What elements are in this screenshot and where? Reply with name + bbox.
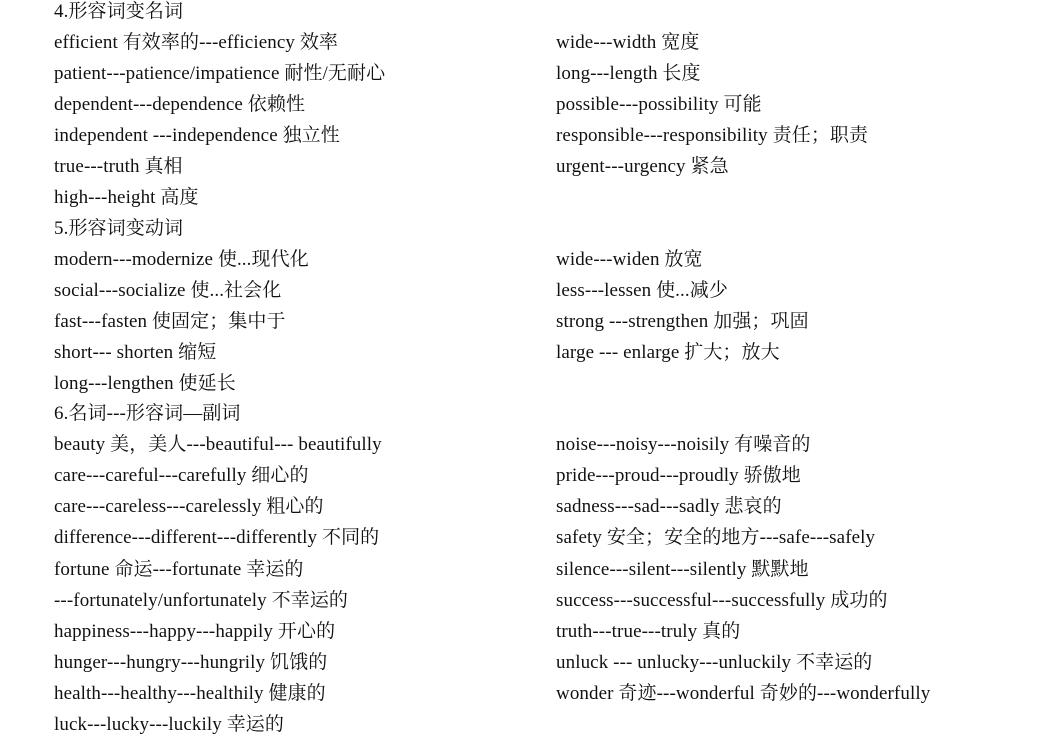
section-5-right-entry: strong ---strengthen 加强；巩固 [556,311,809,332]
section-6-left-entry: fortune 命运---fortunate 幸运的 [54,559,304,580]
section-6-right-entry: unluck --- unlucky---unluckily 不幸运的 [556,652,873,673]
section-6-left-entry: difference---different---differently 不同的 [54,527,380,548]
section-4-right-entry: urgent---urgency 紧急 [556,156,729,177]
section-6-right-entry: pride---proud---proudly 骄傲地 [556,465,801,486]
section-5-left-entry: fast---fasten 使固定；集中于 [54,311,286,332]
section-5-heading: 5.形容词变动词 [54,218,184,239]
section-6-left-entry: care---careful---carefully 细心的 [54,465,309,486]
section-6-left-entry: happiness---happy---happily 开心的 [54,621,336,642]
section-4-heading: 4.形容词变名词 [54,1,184,22]
section-6-left-entry: beauty 美，美人---beautiful--- beautifully [54,434,382,455]
section-5-left-entry: social---socialize 使...社会化 [54,280,282,301]
section-5-left-entry: long---lengthen 使延长 [54,373,236,394]
section-4-left-entry: dependent---dependence 依赖性 [54,94,306,115]
section-6-right-entry: success---successful---successfully 成功的 [556,590,888,611]
section-6-heading: 6.名词---形容词—副词 [54,403,241,424]
section-4-left-entry: true---truth 真相 [54,156,183,177]
section-5-left-entry: short--- shorten 缩短 [54,342,217,363]
section-4-left-entry: patient---patience/impatience 耐性/无耐心 [54,63,386,84]
section-6-left-entry: care---careless---carelessly 粗心的 [54,496,324,517]
section-4-right-entry: wide---width 宽度 [556,32,700,53]
section-4-right-entry: long---length 长度 [556,63,701,84]
section-5-right-entry: wide---widen 放宽 [556,249,703,270]
section-5-right-entry: large --- enlarge 扩大；放大 [556,342,780,363]
section-4-left-entry: independent ---independence 独立性 [54,125,340,146]
section-6-right-entry: silence---silent---silently 默默地 [556,559,809,580]
section-6-right-entry: safety 安全；安全的地方---safe---safely [556,527,876,548]
section-6-left-entry: hunger---hungry---hungrily 饥饿的 [54,652,328,673]
section-4-left-entry: high---height 高度 [54,187,199,208]
section-6-right-entry: truth---true---truly 真的 [556,621,741,642]
section-6-right-entry: noise---noisy---noisily 有噪音的 [556,434,811,455]
section-4-left-entry: efficient 有效率的---efficiency 效率 [54,32,339,53]
section-6-right-entry: wonder 奇迹---wonderful 奇妙的---wonderfully [556,683,931,704]
section-5-right-entry: less---lessen 使...减少 [556,280,728,301]
section-6-left-entry: ---fortunately/unfortunately 不幸运的 [54,590,349,611]
section-6-right-entry: sadness---sad---sadly 悲哀的 [556,496,782,517]
section-5-left-entry: modern---modernize 使...现代化 [54,249,309,270]
section-6-left-entry: health---healthy---healthily 健康的 [54,683,326,704]
section-4-right-entry: responsible---responsibility 责任；职责 [556,125,869,146]
section-4-right-entry: possible---possibility 可能 [556,94,762,115]
section-6-left-entry: luck---lucky---luckily 幸运的 [54,714,285,735]
